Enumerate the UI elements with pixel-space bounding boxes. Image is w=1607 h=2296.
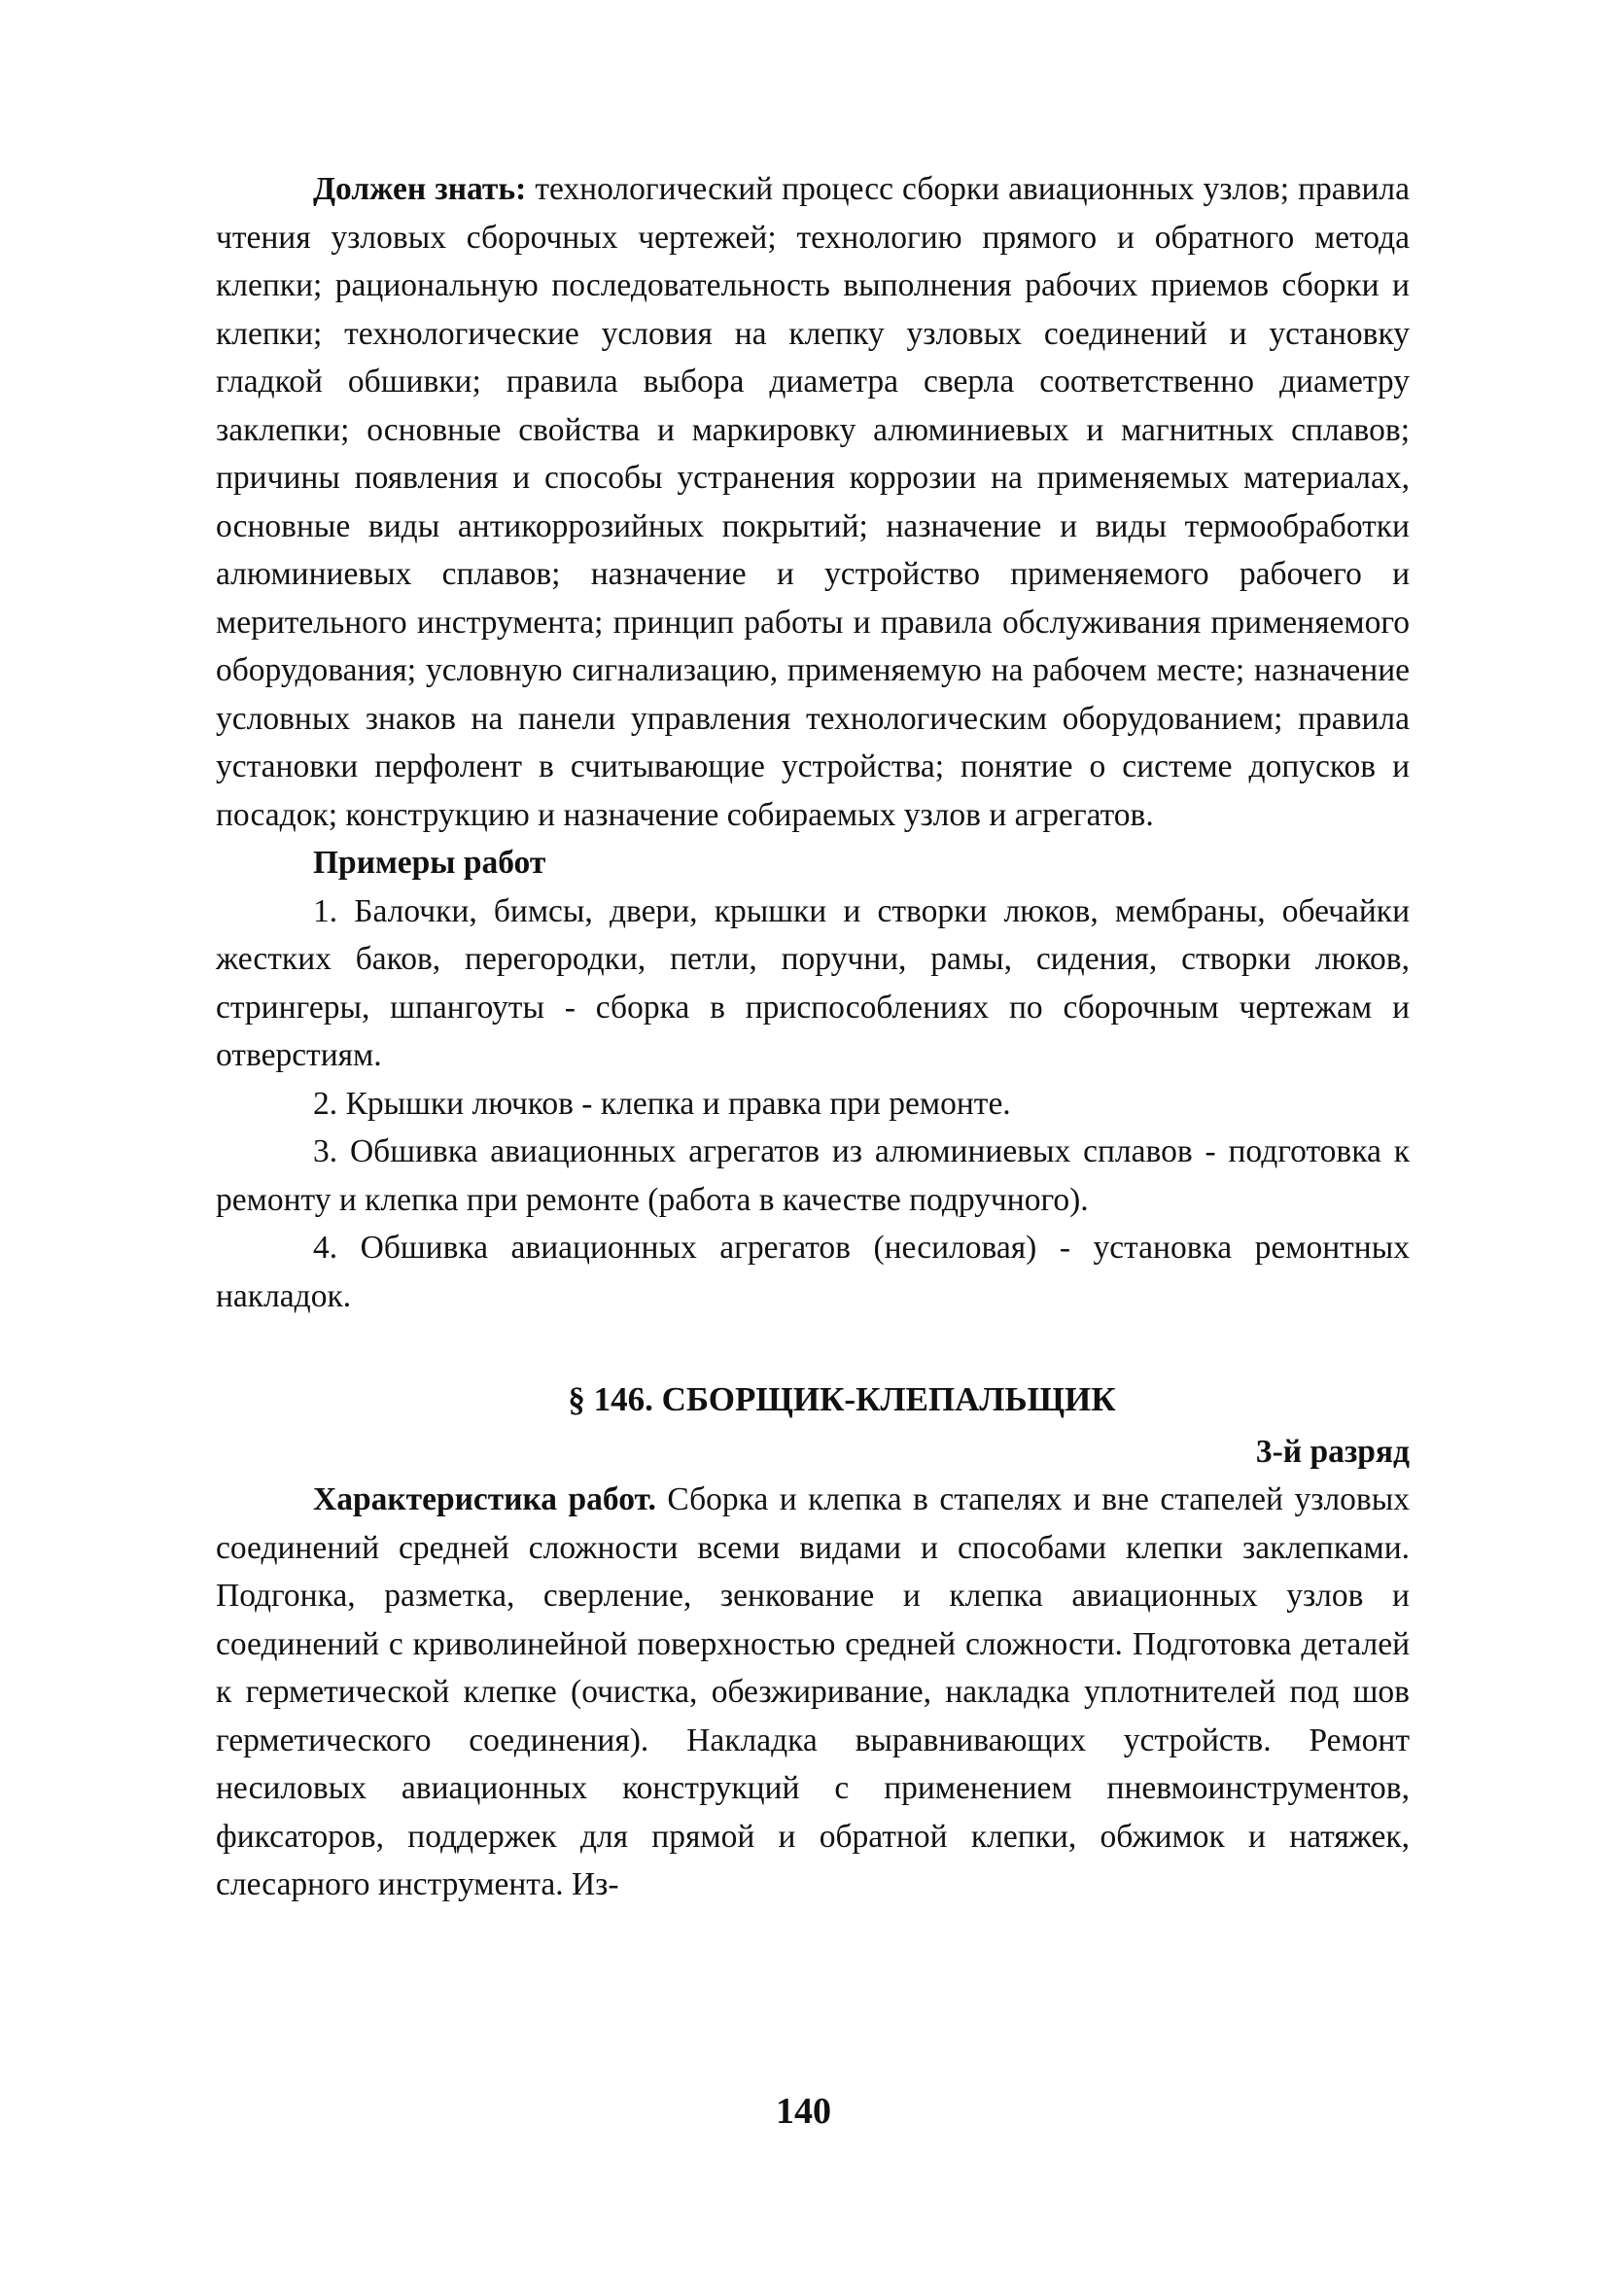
examples-title: Примеры работ — [313, 845, 546, 881]
characteristics-label: Характеристика работ. — [313, 1481, 656, 1517]
knowledge-paragraph — [216, 165, 1410, 839]
characteristics-text: Сборка и клепка в стапелях и вне стапелей узловых соединений средней сложности всеми видами и способами клепки заклепками. Подгонка, разметка, сверление, зенкование и клепка авиационных узлов и соединений с криволинейной поверхностью средней сложности. Подготовка деталей к герметической клепке (очистка, обезжиривание, накладка уплотнителей под шов герметического соединения). Накладка выравнивающих устройств. Ремонт несиловых авиационных конструкций с применением пневмоинструментов, фиксаторов, поддержек для прямой и обратной клепки, обжимок и натяжек, слесарного инструмента. Из- — [216, 1481, 1410, 1902]
example-item-2: 2. Крышки лючков - клепка и правка при ремонте. — [313, 1085, 1011, 1122]
example-item-3: 3. Обшивка авиационных агрегатов из алюминиевых сплавов - подготовка к ремонту и клепка при ремонте (работа в качестве подручного). — [216, 1133, 1410, 1218]
page-number: 140 — [776, 2091, 831, 2132]
section-heading: § 146. СБОРЩИК-КЛЕПАЛЬЩИК — [568, 1380, 1116, 1418]
knowledge-label: Должен знать: — [313, 171, 527, 207]
example-item-4: 4. Обшивка авиационных агрегатов (несиловая) - установка ремонтных накладок. — [216, 1230, 1410, 1314]
page-content — [216, 165, 1410, 1909]
example-item-1: 1. Балочки, бимсы, двери, крышки и створки люков, мембраны, обечайки жестких баков, перегородки, петли, поручни, рамы, сидения, створки люков, стрингеры, шпангоуты - сборка в приспособлениях по сборочным чертежам и отверстиям. — [216, 892, 1410, 1073]
characteristics-paragraph — [216, 1476, 1410, 1909]
grade-label: 3-й разряд — [1255, 1434, 1410, 1470]
knowledge-text: технологический процесс сборки авиационных узлов; правила чтения узловых сборочных чертежей; технологию прямого и обратного метода клепки; рациональную последовательность выполнения рабочих приемов сборки и клепки; технологические условия на клепку узловых соединений и установку гладкой обшивки; правила выбора диаметра сверла соответственно диаметру заклепки; основные свойства и маркировку алюминиевых и магнитных сплавов; причины появления и способы устранения коррозии на применяемых материалах, основные виды антикоррозийных покрытий; назначение и виды термообработки алюминиевых сплавов; назначение и устройство применяемого рабочего и мерительного инструмента; принцип работы и правила обслуживания применяемого оборудования; условную сигнализацию, применяемую на рабочем месте; назначение условных знаков на панели управления технологическим оборудованием; правила установки перфолент в считывающие устройства; понятие о системе допусков и посадок; конструкцию и назначение собираемых узлов и агрегатов. — [216, 171, 1410, 833]
